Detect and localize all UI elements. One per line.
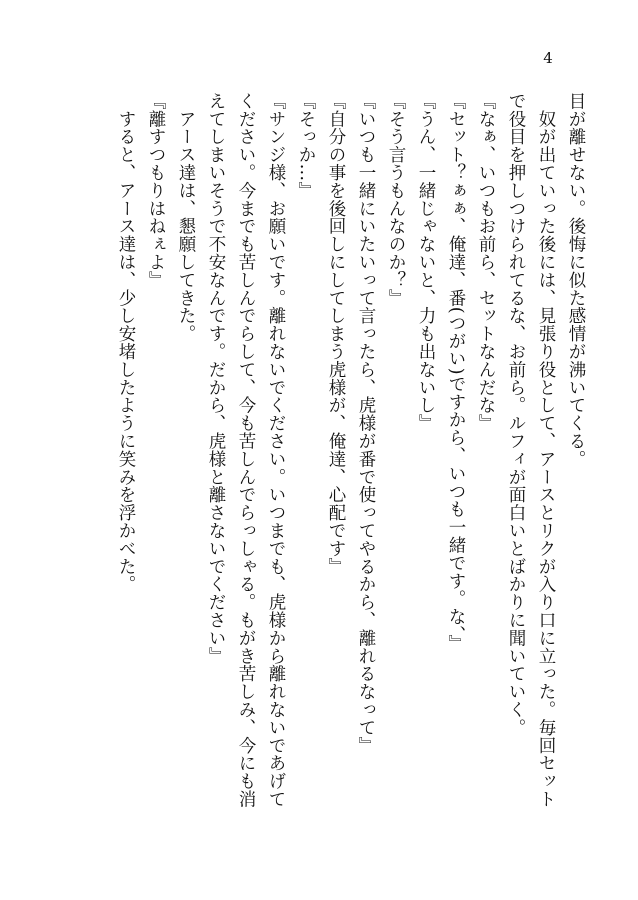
vertical-text-body [108,92,588,882]
text-line: 奴が出ていった後には、見張り役として、アースとリクが入り口に立った。毎回セット [536,92,556,808]
text-line: で役目を押しつけられてるな、お前ら。ルフィが面白いとばかりに聞いていく。 [506,92,526,737]
text-line: すると、アース達は、少し安堵したように笑みを浮かべた。 [116,92,136,594]
text-line: 『サンジ様、お願いです。離れないでください。いつまでも、虎様から離れないであげて [266,92,286,808]
text-line: 『自分の事を後回しにしてしまう虎様が、俺達、心配です』 [326,92,346,576]
text-line: アース達は、懇願してきた。 [176,92,196,343]
text-line: えてしまいそうで不安なんです。だから、虎様と離さないでください』 [206,92,226,665]
text-line: ください。今までも苦しんでらして、今も苦しんでらっしゃる。もがき苦しみ、今にも消 [236,92,256,808]
text-line: 『そっか…』 [296,92,316,200]
page-number: 4 [543,49,553,67]
text-line: 『そう言うもんなのか？』 [386,92,406,307]
text-line: 『なぁ、いつもお前ら、セットなんだな』 [476,92,496,433]
text-line: 目が離せない。後悔に似た感情が沸いてくる。 [566,92,586,468]
text-line: 『うん、一緒じゃないと、力も出ないし』 [416,92,436,433]
text-line: 『離すつもりはねぇよ』 [146,92,166,289]
text-line: 『セット？ぁぁ、俺達、番(つがい)ですから、いつも一緒です。な、』 [446,92,466,653]
text-line: 『いつも一緒にいたいって言ったら、虎様が番で使ってやるから、離れるなって』 [356,92,376,755]
